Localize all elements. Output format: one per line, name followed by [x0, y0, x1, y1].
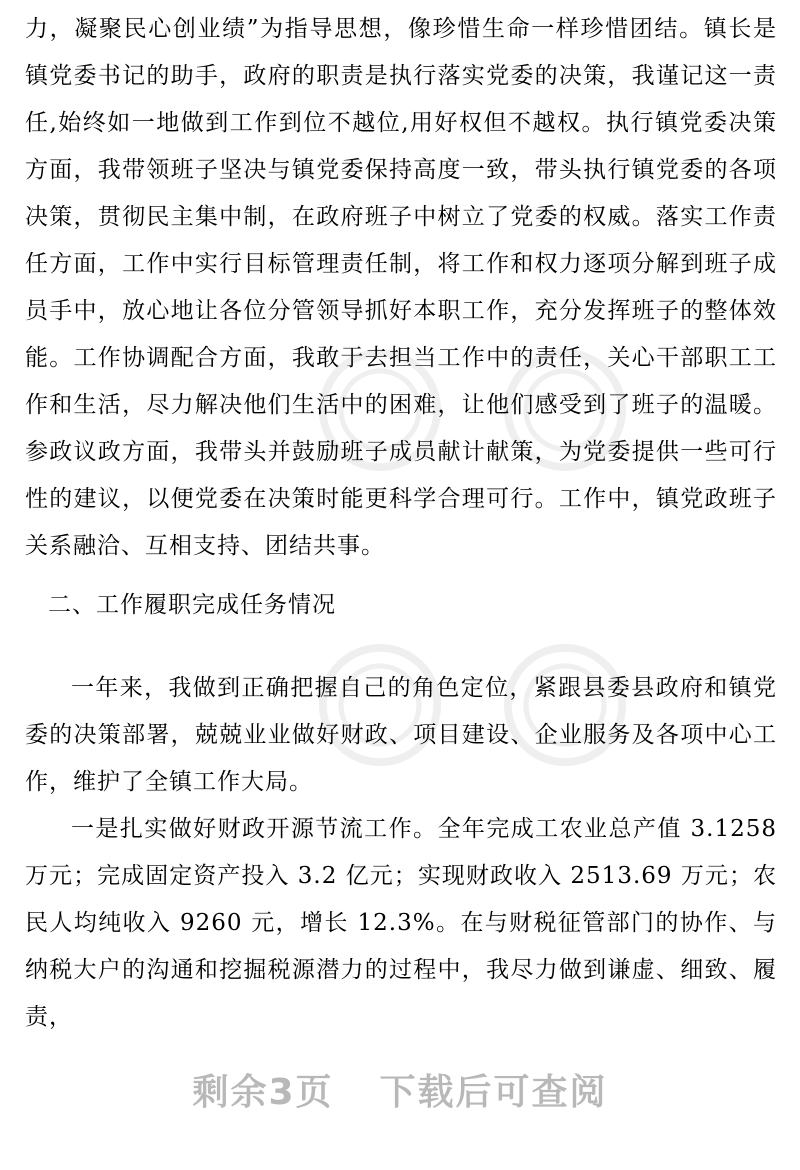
section-heading: 二、工作履职完成任务情况: [48, 592, 336, 618]
body-paragraph: 一是扎实做好财政开源节流工作。全年完成工农业总产值 3.1258 万元；完成固定资产投入 3.2 亿元；实现财政收入 2513.69 万元；农民人均纯收入 9260 元，增长 12.3%。在与财税征管部门的协作、与纳税大户的沟通和挖掘税源潜力的过程中，我尽力做到谦虚、细致、履责，: [25, 816, 777, 1030]
download-prompt-label: 下载后可查阅: [379, 1072, 608, 1113]
body-paragraph: 力，凝聚民心创业绩”为指导思想，像珍惜生命一样珍惜团结。镇长是镇党委书记的助手，政府的职责是执行落实党委的决策，我谨记这一责任,始终如一地做到工作到位不越位,用好权但不越权。执行镇党委决策方面，我带领班子坚决与镇党委保持高度一致，带头执行镇党委的各项决策，贯彻民主集中制，在政府班子中树立了党委的权威。落实工作责任方面，工作中实行目标管理责任制，将工作和权力逐项分解到班子成员手中，放心地让各位分管领导抓好本职工作，充分发挥班子的整体效能。工作协调配合方面，我敢于去担当工作中的责任，关心干部职工工作和生活，尽力解决他们生活中的困难，让他们感受到了班子的温暖。参政议政方面，我带头并鼓励班子成员献计献策，为党委提供一些可行性的建议，以便党委在决策时能更科学合理可行。工作中，镇党政班子关系融洽、互相支持、团结共事。: [25, 16, 777, 559]
download-banner[interactable]: [0, 1064, 800, 1115]
body-paragraph: 一年来，我做到正确把握自己的角色定位，紧跟县委县政府和镇党委的决策部署，兢兢业业做好财政、项目建设、企业服务及各项中心工作，维护了全镇工作大局。: [25, 675, 777, 795]
remaining-pages-label: 剩余3页: [192, 1072, 334, 1113]
